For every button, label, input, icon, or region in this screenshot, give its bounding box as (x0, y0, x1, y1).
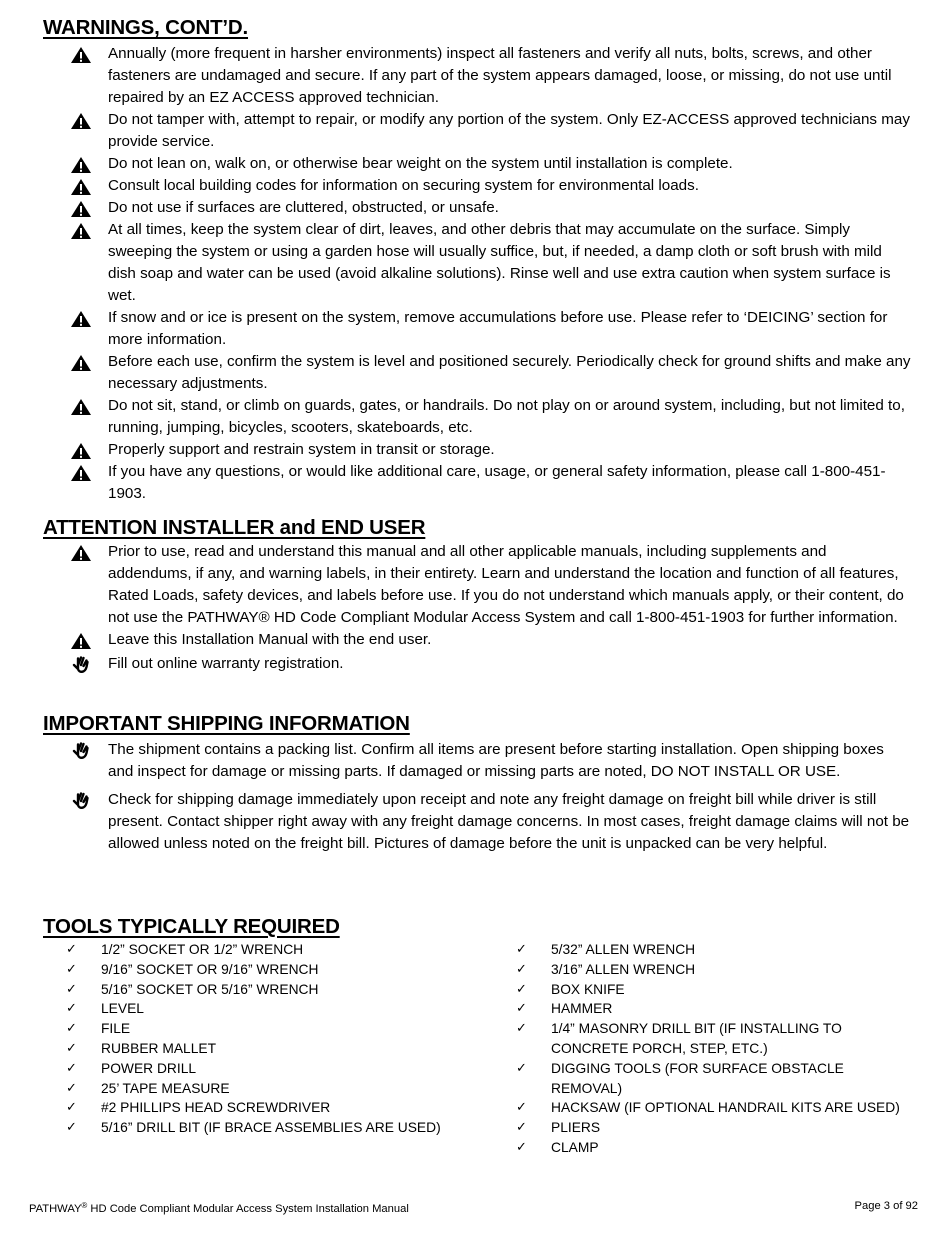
checkmark-icon: ✓ (66, 1021, 77, 1037)
tool-item (516, 940, 916, 960)
list-item (43, 789, 913, 855)
warning-icon (70, 632, 92, 650)
list-item (43, 461, 913, 505)
item-text: If snow and or ice is present on the system, remove accumulations before use. Please refer to ‘DEICING’ section for more information. (108, 309, 888, 348)
tool-label: 5/16” SOCKET OR 5/16” WRENCH (101, 981, 319, 997)
footer-manual-title: HD Code Compliant Modular Access System Installation Manual (87, 1203, 409, 1215)
tool-label: CLAMP (551, 1139, 599, 1155)
tool-item (516, 960, 916, 980)
warnings-list (43, 43, 913, 505)
checkmark-icon: ✓ (516, 1100, 527, 1116)
tool-label: 5/16” DRILL BIT (IF BRACE ASSEMBLIES ARE USED) (101, 1120, 441, 1136)
tool-label: HACKSAW (IF OPTIONAL HANDRAIL KITS ARE USED) (551, 1100, 900, 1116)
list-item (43, 541, 913, 629)
tool-label: 25’ TAPE MEASURE (101, 1080, 230, 1096)
tool-item (516, 1019, 916, 1059)
tool-label: 3/16” ALLEN WRENCH (551, 961, 696, 977)
checkmark-icon: ✓ (66, 1120, 77, 1136)
tool-item (66, 1079, 486, 1099)
hand-icon (70, 792, 92, 810)
checkmark-icon: ✓ (66, 1040, 77, 1056)
item-text: At all times, keep the system clear of dirt, leaves, and other debris that may accumulate on the surface. Simply sweeping the system or using a garden hose will usually suffice, but, if needed, a damp cloth or soft brush with mild dish soap and water can be used (avoid alkaline solutions). Rinse well and use extra caution when system surface is wet. (108, 221, 891, 304)
tool-label: 9/16” SOCKET OR 9/16” WRENCH (101, 961, 319, 977)
tool-item (66, 960, 486, 980)
hand-icon (70, 656, 92, 674)
checkmark-icon: ✓ (516, 1120, 527, 1136)
warning-icon (70, 398, 92, 416)
shipping-heading: IMPORTANT SHIPPING INFORMATION (43, 712, 410, 735)
checkmark-icon: ✓ (66, 1080, 77, 1096)
tool-item (66, 1059, 486, 1079)
checkmark-icon: ✓ (516, 942, 527, 957)
list-item (43, 629, 913, 651)
item-text: Do not sit, stand, or climb on guards, gates, or handrails. Do not play on or around system, including, but not limited to, running, jumping, bicycles, scooters, skateboards, etc. (108, 397, 905, 436)
warning-icon (70, 200, 92, 218)
warning-icon (70, 156, 92, 174)
tools-section (43, 914, 913, 940)
tool-item (516, 980, 916, 1000)
attention-list (43, 541, 913, 675)
hand-icon (70, 742, 92, 760)
warnings-section (43, 15, 913, 505)
tool-label: HAMMER (551, 1001, 613, 1017)
attention-heading: ATTENTION INSTALLER and END USER (43, 516, 426, 539)
item-text: Do not tamper with, attempt to repair, or modify any portion of the system. Only EZ-ACCESS approved technicians may provide service. (108, 111, 910, 150)
checkmark-icon: ✓ (66, 1060, 77, 1076)
tools-heading: TOOLS TYPICALLY REQUIRED (43, 915, 340, 938)
tool-item (516, 999, 916, 1019)
warning-icon (70, 46, 92, 64)
checkmark-icon: ✓ (516, 981, 527, 997)
tool-item (516, 1098, 916, 1118)
list-item (43, 175, 913, 197)
checkmark-icon: ✓ (516, 961, 527, 977)
checkmark-icon: ✓ (66, 942, 77, 957)
tool-item (66, 999, 486, 1019)
warning-icon (70, 112, 92, 130)
list-item (43, 43, 913, 109)
item-text: Check for shipping damage immediately upon receipt and note any freight damage on freight bill while driver is still present. Contact shipper right away with any freight damage concerns. In most cases, freight damage claims will not be allowed unless noted on the freight bill. Pictures of damage before the unit is unpacked can be very helpful. (108, 791, 910, 852)
checkmark-icon: ✓ (66, 981, 77, 997)
tool-label: 1/2” SOCKET OR 1/2” WRENCH (101, 942, 304, 957)
checkmark-icon: ✓ (516, 1001, 527, 1017)
item-text: Fill out online warranty registration. (108, 655, 344, 672)
list-item (43, 653, 913, 675)
tool-label: BOX KNIFE (551, 981, 625, 997)
tool-label: FILE (101, 1021, 131, 1037)
list-item (43, 439, 913, 461)
tool-item (66, 1019, 486, 1039)
warning-icon (70, 222, 92, 240)
tool-label: LEVEL (101, 1001, 144, 1017)
checkmark-icon: ✓ (66, 1001, 77, 1017)
item-text: Annually (more frequent in harsher environments) inspect all fasteners and verify all nuts, bolts, screws, and other fasteners are undamaged and secure. If any part of the system appears damaged, loose, or missing, do not use until repaired by an EZ ACCESS approved technician. (108, 45, 892, 106)
item-text: Before each use, confirm the system is level and positioned securely. Periodically check for ground shifts and make any necessary adjustments. (108, 353, 911, 392)
checkmark-icon: ✓ (516, 1139, 527, 1155)
checkmark-icon: ✓ (516, 1021, 527, 1037)
attention-section (43, 515, 913, 675)
checkmark-icon: ✓ (66, 1100, 77, 1116)
checkmark-icon: ✓ (516, 1060, 527, 1076)
tool-item (66, 980, 486, 1000)
tools-list-left (66, 940, 486, 1138)
tool-label: POWER DRILL (101, 1060, 197, 1076)
tool-item (66, 1098, 486, 1118)
warning-icon (70, 178, 92, 196)
list-item (43, 153, 913, 175)
tool-label: 5/32” ALLEN WRENCH (551, 942, 696, 957)
list-item (43, 197, 913, 219)
item-text: Properly support and restrain system in transit or storage. (108, 441, 495, 458)
item-text: If you have any questions, or would like additional care, usage, or general safety information, please call 1-800-451-1903. (108, 463, 886, 502)
tool-label: #2 PHILLIPS HEAD SCREWDRIVER (101, 1100, 331, 1116)
shipping-section (43, 711, 913, 855)
tool-label: PLIERS (551, 1120, 601, 1136)
item-text: Leave this Installation Manual with the end user. (108, 631, 432, 648)
footer-title (29, 1199, 409, 1216)
footer-page-number: Page 3 of 92 (854, 1200, 918, 1212)
item-text: The shipment contains a packing list. Confirm all items are present before starting installation. Open shipping boxes and inspect for damage or missing parts. If damaged or missing parts are noted, DO NOT INSTALL OR USE. (108, 741, 884, 780)
list-item (43, 739, 913, 783)
shipping-list (43, 739, 913, 855)
list-item (43, 395, 913, 439)
list-item (43, 307, 913, 351)
list-item (43, 219, 913, 307)
warning-icon (70, 310, 92, 328)
tool-item (516, 1138, 916, 1158)
warning-icon (70, 464, 92, 482)
tool-item (66, 940, 486, 960)
tool-label: 1/4” MASONRY DRILL BIT (IF INSTALLING TO CONCRETE PORCH, STEP, ETC.) (551, 1021, 842, 1056)
list-item (43, 351, 913, 395)
item-text: Prior to use, read and understand this manual and all other applicable manuals, including supplements and addendums, if any, and warning labels, in their entirety. Learn and understand the location and function of all features, Rated Loads, safety devices, and labels before use. If you do not understand which manuals apply, or their content, do not use the PATHWAY® HD Code Compliant Modular Access System and call 1-800-451-1903 for further information. (108, 543, 904, 626)
tool-label: RUBBER MALLET (101, 1040, 217, 1056)
tool-item (516, 1118, 916, 1138)
tool-item (66, 1039, 486, 1059)
warnings-heading: WARNINGS, CONT’D. (43, 16, 249, 39)
checkmark-icon: ✓ (66, 961, 77, 977)
footer-reg-mark: ® (81, 1201, 88, 1210)
item-text: Do not use if surfaces are cluttered, obstructed, or unsafe. (108, 199, 499, 216)
warning-icon (70, 354, 92, 372)
item-text: Consult local building codes for information on securing system for environmental loads. (108, 177, 699, 194)
footer-brand: PATHWAY (29, 1203, 82, 1215)
tool-label: DIGGING TOOLS (FOR SURFACE OBSTACLE REMOVAL) (551, 1060, 844, 1096)
list-item (43, 109, 913, 153)
tools-list-right (516, 940, 916, 1158)
warning-icon (70, 544, 92, 562)
tool-item (516, 1059, 916, 1099)
tool-item (66, 1118, 486, 1138)
warning-icon (70, 442, 92, 460)
item-text: Do not lean on, walk on, or otherwise bear weight on the system until installation is complete. (108, 155, 733, 172)
